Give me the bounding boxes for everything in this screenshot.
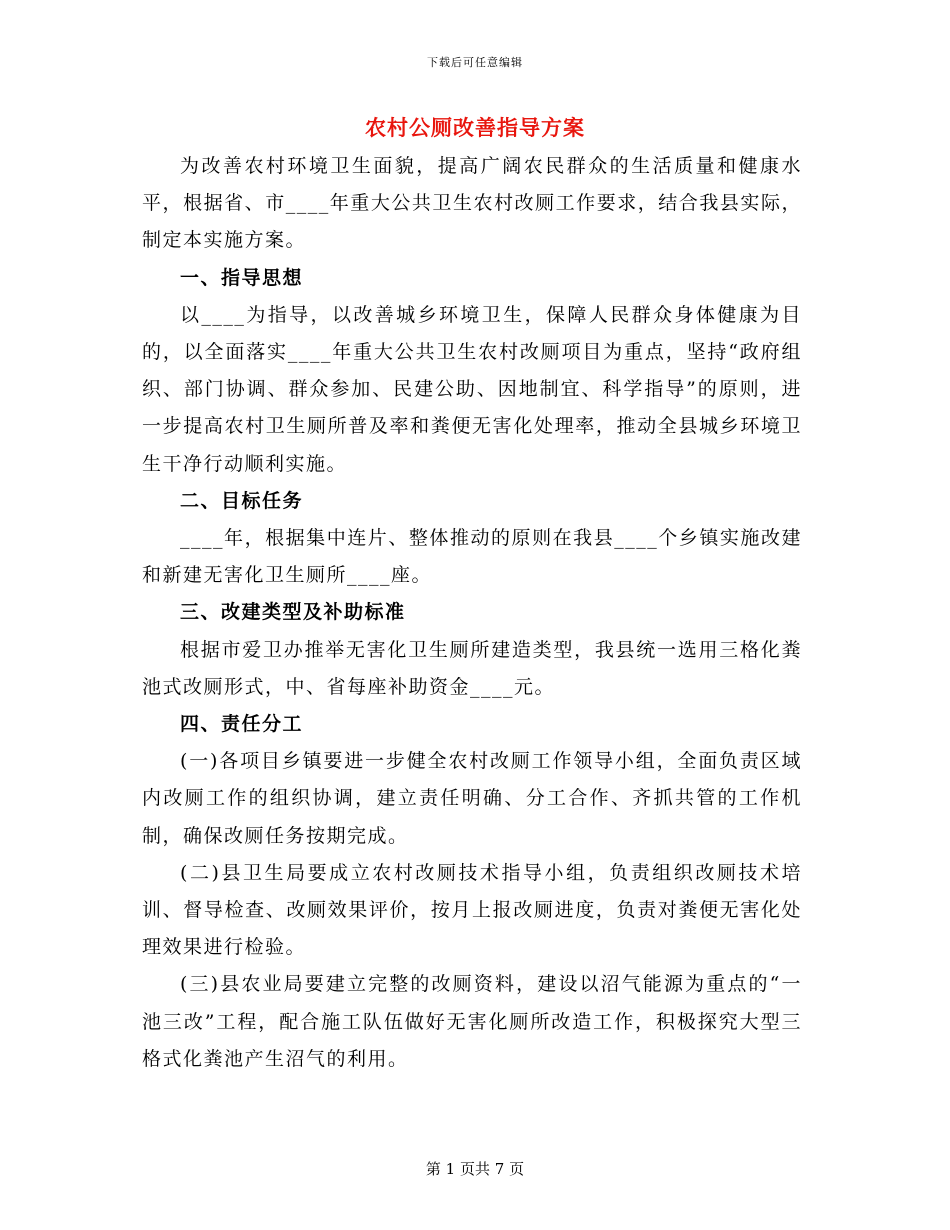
body-paragraph: 根据市爱卫办推举无害化卫生厕所建造类型，我县统一选用三格化粪池式改厕形式，中、省每座补助资金____元。	[142, 638, 802, 698]
page-footer: 第 1 页共 7 页	[425, 1160, 525, 1178]
section-heading-guiding-ideology: 一、指导思想	[180, 266, 304, 289]
document-body	[142, 148, 802, 1078]
body-paragraph: (一)各项目乡镇要进一步健全农村改厕工作领导小组，全面负责区域内改厕工作的组织协调，建立责任明确、分工合作、齐抓共管的工作机制，确保改厕任务按期完成。	[142, 750, 802, 847]
section-heading-goals: 二、目标任务	[180, 489, 304, 512]
document-title: 农村公厕改善指导方案	[365, 115, 585, 140]
body-paragraph: ____年，根据集中连片、整体推动的原则在我县____个乡镇实施改建和新建无害化卫生厕所____座。	[142, 527, 802, 587]
header-note: 下载后可任意编辑	[427, 56, 523, 69]
body-paragraph: (三)县农业局要建立完整的改厕资料，建设以沼气能源为重点的“一池三改”工程，配合施工队伍做好无害化厕所改造工作，积极探究大型三格式化粪池产生沼气的利用。	[142, 973, 802, 1070]
body-paragraph: 以____为指导，以改善城乡环境卫生，保障人民群众身体健康为目的，以全面落实____年重大公共卫生农村改厕项目为重点，坚持“政府组织、部门协调、群众参加、民建公助、因地制宜、科学指导”的原则，进一步提高农村卫生厕所普及率和粪便无害化处理率，推动全县城乡环境卫生干净行动顺利实施。	[142, 303, 802, 475]
body-paragraph: (二)县卫生局要成立农村改厕技术指导小组，负责组织改厕技术培训、督导检查、改厕效果评价，按月上报改厕进度，负责对粪便无害化处理效果进行检验。	[142, 861, 802, 959]
intro-paragraph: 为改善农村环境卫生面貌，提高广阔农民群众的生活质量和健康水平，根据省、市____年重大公共卫生农村改厕工作要求，结合我县实际，制定本实施方案。	[142, 155, 802, 252]
section-heading-responsibilities: 四、责任分工	[180, 713, 304, 736]
section-heading-types-subsidy: 三、改建类型及补助标准	[180, 601, 406, 624]
